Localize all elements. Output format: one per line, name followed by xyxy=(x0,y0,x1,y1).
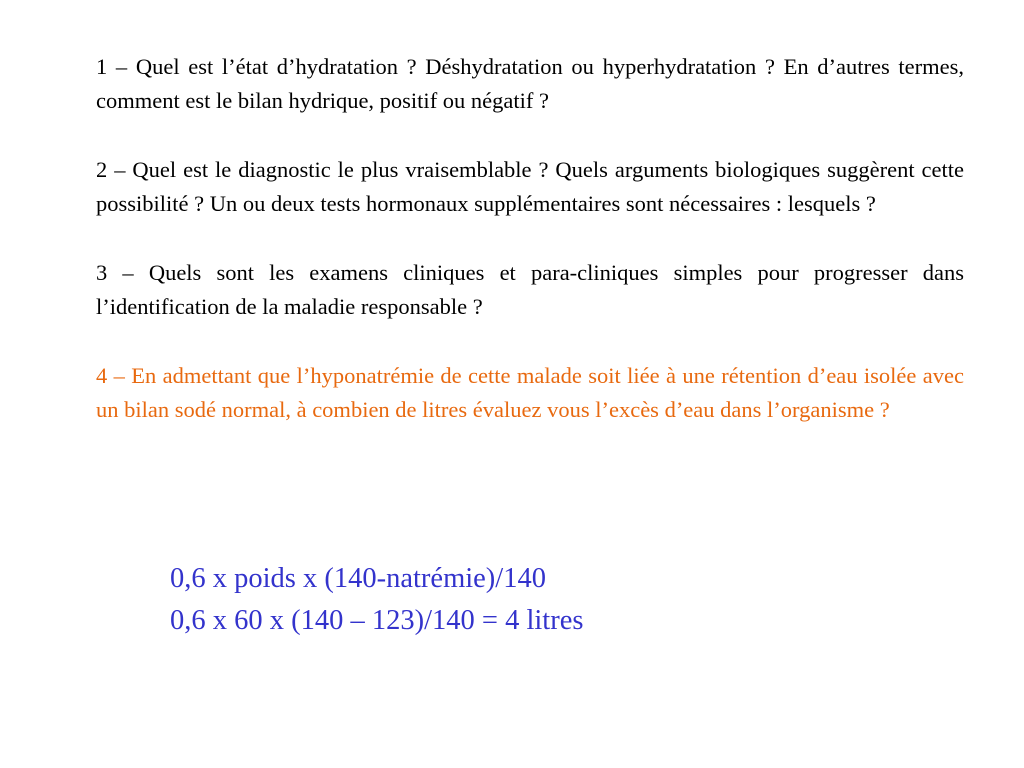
question-3: 3 – Quels sont les examens cliniques et para-cliniques simples pour progresser dans l’identification de la maladie responsable ? xyxy=(96,260,964,319)
formula-block xyxy=(170,558,930,642)
questions-list xyxy=(96,50,964,462)
formula-calculation: 0,6 x 60 x (140 – 123)/140 = 4 litres xyxy=(170,605,584,636)
question-2: 2 – Quel est le diagnostic le plus vraisemblable ? Quels arguments biologiques suggèrent cette possibilité ? Un ou deux tests hormonaux supplémentaires sont nécessaires : lesquels ? xyxy=(96,157,964,216)
formula-general: 0,6 x poids x (140-natrémie)/140 xyxy=(170,563,546,594)
question-1: 1 – Quel est l’état d’hydratation ? Déshydratation ou hyperhydratation ? En d’autres termes, comment est le bilan hydrique, positif ou négatif ? xyxy=(96,54,964,113)
question-4: 4 – En admettant que l’hyponatrémie de cette malade soit liée à une rétention d’eau isolée avec un bilan sodé normal, à combien de litres évaluez vous l’excès d’eau dans l’organisme ? xyxy=(96,363,964,422)
